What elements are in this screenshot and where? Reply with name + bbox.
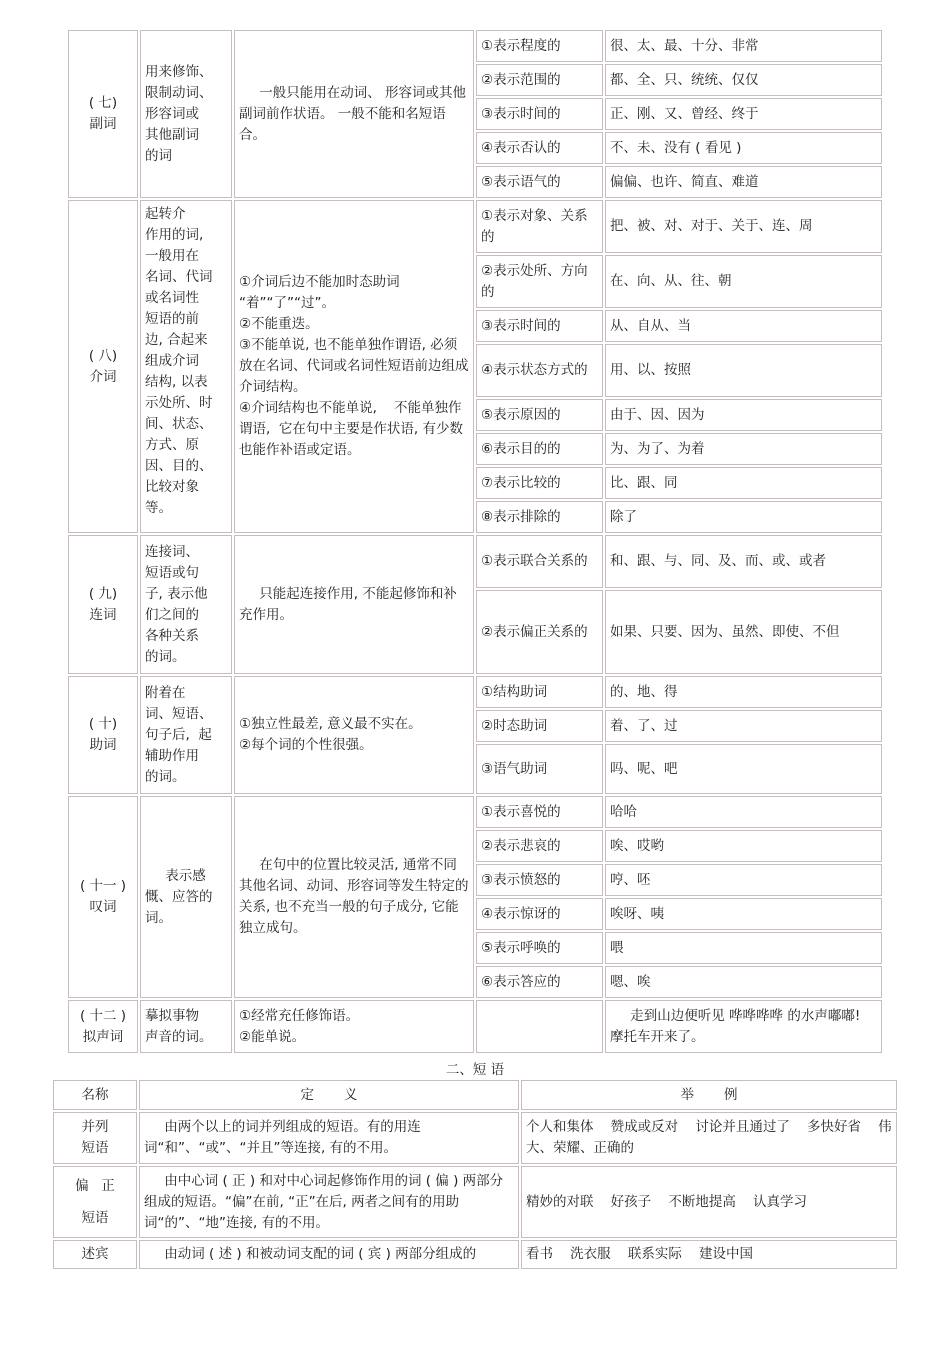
subtype-label: ③语气助词 [476,744,603,794]
phrase-definition: 由中心词 ( 正 ) 和对中心词起修饰作用的词 ( 偏 ) 两部分组成的短语。“偏”在前, “正”在后, 两者之间有的用助词“的”、“地”连接, 有的不用。 [139,1166,519,1238]
subtype-label: ⑤表示语气的 [476,166,603,198]
table-row [53,1240,897,1269]
subtype-examples: 正、刚、又、曾经、终于 [605,98,882,130]
phrase-example: 个人和集体 赞成或反对 讨论并且通过了 多快好省 伟大、荣耀、正确的 [521,1112,897,1164]
phrase-name: 偏 正 短语 [53,1166,137,1238]
subtype-label: ④表示否认的 [476,132,603,164]
header-example: 举 例 [521,1080,897,1110]
definition-cell: 起转介 作用的词, 一般用在 名词、代词 或名词性 短语的前 边, 合起来 组成介词 结构, 以表 示处所、时 间、状态、 方式、原 因、目的、 比较对象 等。 [140,200,232,533]
subtype-examples: 唉、哎哟 [605,830,882,862]
subtype-examples: 在、向、从、往、朝 [605,255,882,308]
phrase-name: 并列 短语 [53,1112,137,1164]
subtype-label: ③表示愤怒的 [476,864,603,896]
subtype-label: ③表示时间的 [476,310,603,342]
feature-cell: 在句中的位置比较灵活, 通常不同其他名词、动词、形容词等发生特定的关系, 也不充当一般的句子成分, 它能独立成句。 [234,796,474,998]
subtype-examples: 哈哈 [605,796,882,828]
section-title: 二、短 语 [445,1062,505,1078]
subtype-label: ①表示联合关系的 [476,535,603,588]
header-name: 名称 [53,1080,137,1110]
definition-cell: 连接词、 短语或句 子, 表示他 们之间的 各种关系 的词。 [140,535,232,674]
subtype-label: ①结构助词 [476,676,603,708]
definition-cell: 摹拟事物 声音的词。 [140,1000,232,1053]
subtype-label: ②表示悲哀的 [476,830,603,862]
definition-cell: 附着在 词、短语、 句子后, 起 辅助作用 的词。 [140,676,232,794]
subtype-examples: 偏偏、也许、简直、难道 [605,166,882,198]
subtype-examples: 哼、呸 [605,864,882,896]
subtype-examples: 如果、只要、因为、虽然、即使、不但 [605,590,882,674]
phrase-name: 述宾 [53,1240,137,1269]
subtype-label: ⑧表示排除的 [476,501,603,533]
table-row [68,535,882,588]
subtype-label: ②表示处所、方向的 [476,255,603,308]
feature-cell: 只能起连接作用, 不能起修饰和补充作用。 [234,535,474,674]
table-header-row [53,1080,897,1110]
subtype-label: ⑤表示原因的 [476,399,603,431]
subtype-examples: 把、被、对、对于、关于、连、周 [605,200,882,253]
subtype-label: ⑤表示呼唤的 [476,932,603,964]
definition-cell: 表示感 慨、应答的 词。 [140,796,232,998]
table-row [68,676,882,708]
subtype-label: ③表示时间的 [476,98,603,130]
subtype-examples: 比、跟、同 [605,467,882,499]
subtype-examples: 的、地、得 [605,676,882,708]
subtype-label: ①表示喜悦的 [476,796,603,828]
feature-cell: ①独立性最差, 意义最不实在。 ②每个词的个性很强。 [234,676,474,794]
phrase-definition: 由动词 ( 述 ) 和被动词支配的词 ( 宾 ) 两部分组成的 [139,1240,519,1269]
feature-cell: 一般只能用在动词、 形容词或其他副词前作状语。 一般不能和名短语合。 [234,30,474,198]
feature-cell: ①经常充任修饰语。 ②能单说。 [234,1000,474,1053]
subtype-label: ②表示偏正关系的 [476,590,603,674]
subtype-examples: 走到山边便听见 哗哗哗哗 的水声嘟嘟! 摩托车开来了。 [605,1000,882,1053]
subtype-examples: 除了 [605,501,882,533]
category-cell: ( 八) 介词 [68,200,138,533]
phrases-table [51,1078,899,1271]
subtype-examples: 都、全、只、统统、仅仅 [605,64,882,96]
subtype-examples: 由于、因、因为 [605,399,882,431]
category-cell: ( 十二 ) 拟声词 [68,1000,138,1053]
subtype-examples: 和、跟、与、同、及、而、或、或者 [605,535,882,588]
table-row [68,1000,882,1053]
category-cell: ( 十) 助词 [68,676,138,794]
feature-cell: ①介词后边不能加时态助词 “着”“了”“过”。 ②不能重迭。 ③不能单说, 也不能单独作谓语, 必须放在名词、代词或名词性短语前边组成介词结构。 ④介词结构也不能单说, 不能单独作谓语, 它在句中主要是作状语, 有少数也能作补语或定语。 [234,200,474,533]
table-row [53,1166,897,1238]
table-row [53,1112,897,1164]
subtype-examples: 不、未、没有 ( 看见 ) [605,132,882,164]
subtype-label: ①表示对象、关系的 [476,200,603,253]
subtype-label: ④表示状态方式的 [476,344,603,397]
subtype-label: ②时态助词 [476,710,603,742]
category-cell: ( 十一 ) 叹词 [68,796,138,998]
subtype-label: ⑦表示比较的 [476,467,603,499]
table-row [68,200,882,253]
subtype-examples: 为、为了、为着 [605,433,882,465]
subtype-examples: 喂 [605,932,882,964]
subtype-label: ②表示范围的 [476,64,603,96]
subtype-examples: 嗯、唉 [605,966,882,998]
subtype-examples: 吗、呢、吧 [605,744,882,794]
subtype-examples: 着、了、过 [605,710,882,742]
subtype-examples: 很、太、最、十分、非常 [605,30,882,62]
phrase-example: 看书 洗衣服 联系实际 建设中国 [521,1240,897,1269]
category-cell: ( 七) 副词 [68,30,138,198]
definition-cell: 用来修饰、 限制动词、 形容词或 其他副词 的词 [140,30,232,198]
subtype-label: ④表示惊讶的 [476,898,603,930]
phrase-example: 精妙的对联 好孩子 不断地提高 认真学习 [521,1166,897,1238]
table-row [68,30,882,62]
phrase-definition: 由两个以上的词并列组成的短语。有的用连词“和”、“或”、“并且”等连接, 有的不用。 [139,1112,519,1164]
subtype-examples: 唉呀、咦 [605,898,882,930]
subtype-label: ⑥表示目的的 [476,433,603,465]
parts-of-speech-table [66,28,884,1055]
subtype-examples: 从、自从、当 [605,310,882,342]
subtype-label [476,1000,603,1053]
table-row [68,796,882,828]
header-definition: 定 义 [139,1080,519,1110]
subtype-label: ⑥表示答应的 [476,966,603,998]
subtype-examples: 用、以、按照 [605,344,882,397]
subtype-label: ①表示程度的 [476,30,603,62]
category-cell: ( 九) 连词 [68,535,138,674]
